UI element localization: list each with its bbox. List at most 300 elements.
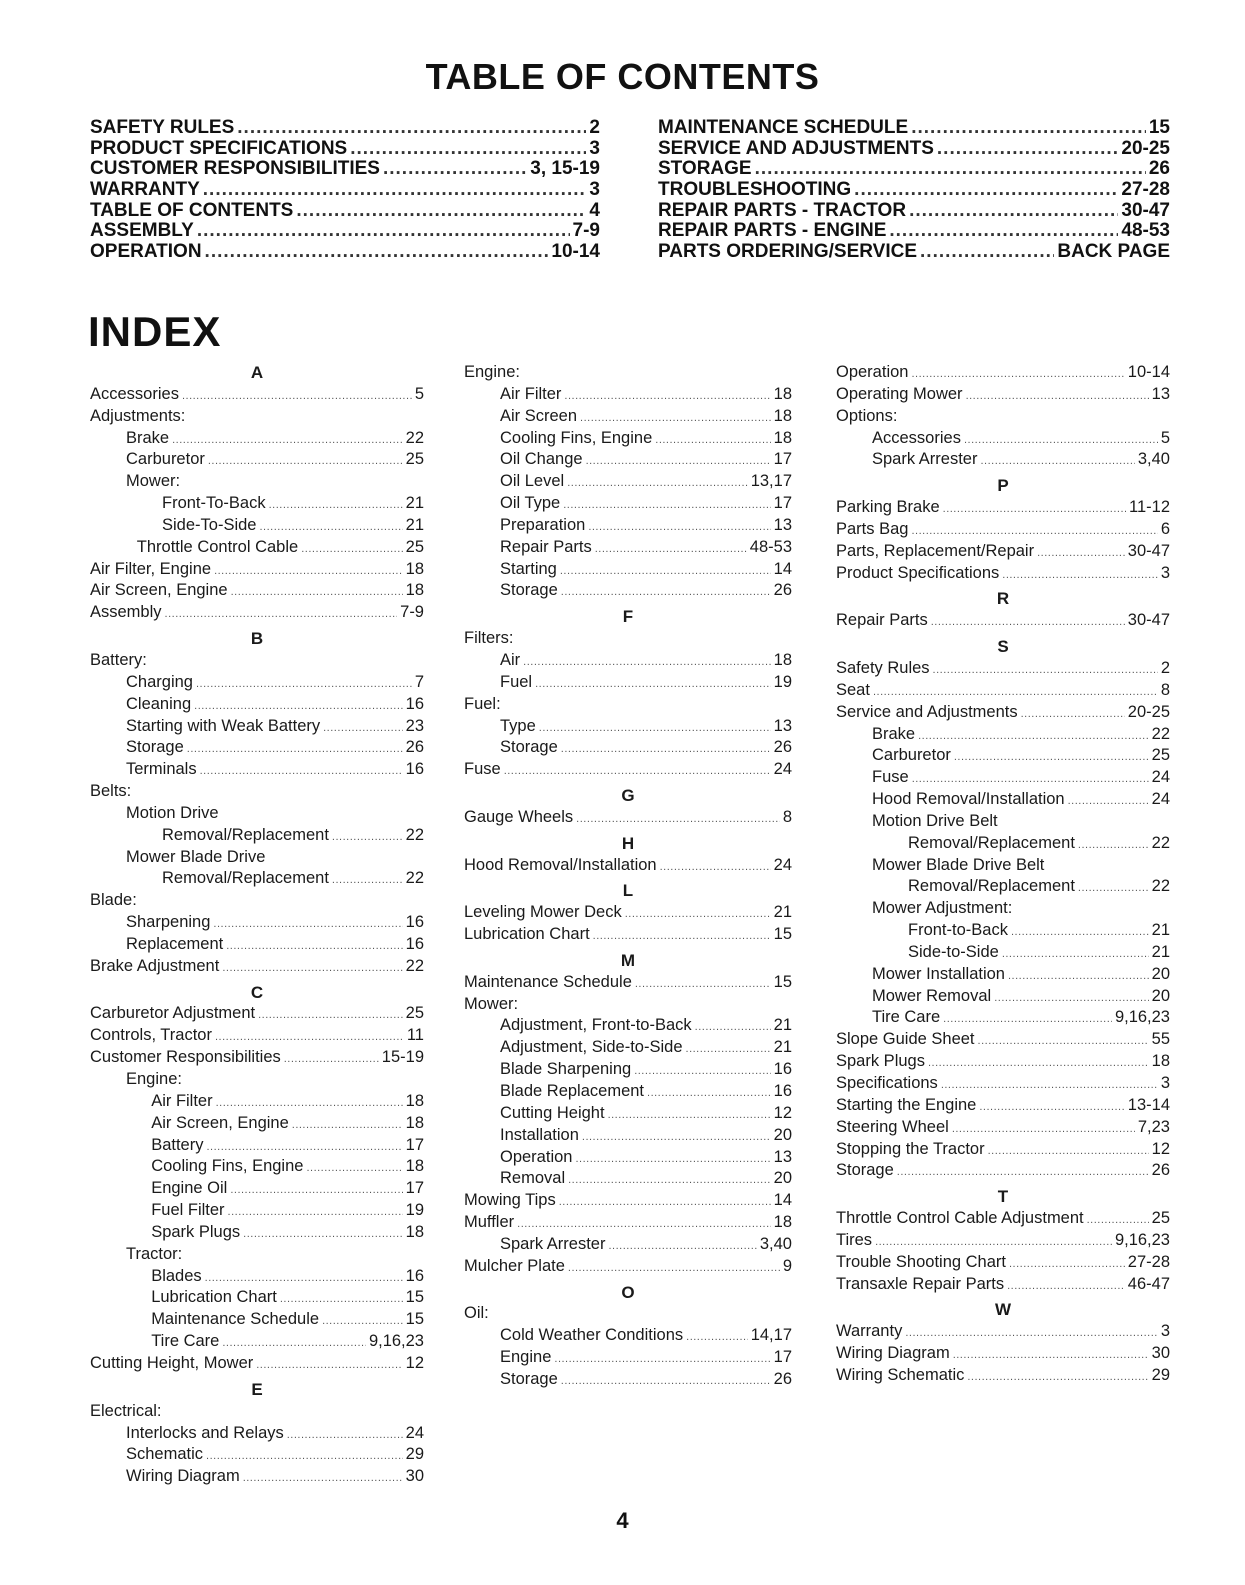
index-entry-page: 16	[405, 760, 424, 779]
dot-leader	[322, 1309, 403, 1333]
index-letter-heading	[90, 362, 424, 384]
index-entry	[90, 759, 424, 781]
index-entry-label: Installation	[500, 1125, 579, 1144]
index-entry-label: Storage	[126, 738, 184, 757]
index-entry	[836, 1365, 1170, 1387]
index-entry-label: Brake	[872, 724, 916, 743]
dot-leader	[595, 537, 747, 561]
toc-entry-label: SAFETY RULES	[90, 117, 235, 138]
index-entry	[90, 956, 424, 978]
index-entry-label: Cooling Fins, Engine	[500, 428, 653, 447]
index-entry-label: Stopping the Tractor	[836, 1139, 985, 1158]
dot-leader	[332, 868, 403, 892]
dot-leader	[194, 694, 403, 718]
index-entry-label: Oil Level	[500, 472, 565, 491]
index-entry-page: 5	[1160, 428, 1170, 447]
toc-entry	[658, 201, 1170, 222]
index-entry	[464, 537, 792, 559]
toc-entry	[658, 180, 1170, 201]
index-entry-label: Service and Adjustments	[836, 702, 1018, 721]
index-entry-page: 16	[405, 913, 424, 932]
index-entry	[836, 1230, 1170, 1252]
index-entry-page: 18	[405, 1091, 424, 1110]
index-entry-label: Interlocks and Relays	[126, 1423, 284, 1442]
index-letter-heading	[464, 880, 792, 902]
index-entry	[836, 702, 1170, 724]
index-entry-label: Removal/Replacement	[908, 877, 1075, 896]
index-entry-label: Air Screen, Engine	[90, 581, 228, 600]
index-entry	[90, 1244, 424, 1266]
toc-entry-label: STORAGE	[658, 158, 752, 180]
index-entry-label: Electrical:	[90, 1401, 162, 1420]
index-entry	[90, 602, 424, 624]
dot-leader	[576, 807, 780, 831]
index-entry-page: 18	[1151, 1052, 1170, 1071]
index-entry-label: Brake	[126, 428, 170, 447]
index-entry-label: Motion Drive Belt	[872, 811, 998, 830]
index-letter-heading	[836, 475, 1170, 497]
index-entry-label: Blade:	[90, 891, 137, 910]
index-entry	[464, 362, 792, 384]
index-entry	[836, 610, 1170, 632]
index-entry	[836, 833, 1170, 855]
dot-leader	[912, 767, 1149, 791]
dot-leader	[593, 924, 771, 948]
index-letter-heading	[836, 1299, 1170, 1321]
index-entry	[464, 1234, 792, 1256]
dot-leader	[755, 159, 1146, 180]
index-entry-page: 25	[1151, 1209, 1170, 1228]
dot-leader	[580, 406, 771, 430]
toc-entry-page: 3	[589, 179, 600, 201]
dot-leader	[875, 1230, 1112, 1254]
index-letter-heading	[464, 785, 792, 807]
index-entry	[90, 1331, 424, 1353]
dot-leader	[561, 1369, 771, 1393]
index-entry	[90, 537, 424, 559]
index-entry-label: Adjustment, Side-to-Side	[500, 1038, 683, 1057]
index-entry	[464, 1103, 792, 1125]
dot-leader	[928, 1051, 1149, 1075]
toc-entry-page: 4	[589, 199, 600, 221]
index-entry-label: Fuel	[500, 672, 533, 691]
dot-leader	[575, 1147, 770, 1171]
index-letter-heading	[836, 636, 1170, 658]
toc-entry	[90, 242, 600, 263]
index-entry	[836, 1029, 1170, 1051]
dot-leader	[206, 1135, 402, 1159]
index-entry	[836, 745, 1170, 767]
dot-leader	[954, 745, 1149, 769]
index-entry-label: Spark Arrester	[500, 1234, 606, 1253]
index-entry	[464, 737, 792, 759]
toc-entry-label: TABLE OF CONTENTS	[90, 199, 294, 221]
dot-leader	[918, 724, 1149, 748]
index-entry-page: 22	[405, 956, 424, 975]
dot-leader	[943, 497, 1126, 521]
index-letter-heading	[90, 1379, 424, 1401]
index-entry	[464, 672, 792, 694]
index-entry-label: Maintenance Schedule	[151, 1310, 320, 1329]
toc-entry-label: PRODUCT SPECIFICATIONS	[90, 137, 348, 159]
index-entry-label: Cooling Fins, Engine	[151, 1157, 304, 1176]
dot-leader	[695, 1015, 771, 1039]
index-entry-label: Storage	[500, 738, 558, 757]
index-entry-label: Carburetor	[126, 450, 205, 469]
dot-leader	[933, 658, 1158, 682]
index-entry-label: Mowing Tips	[464, 1191, 556, 1210]
dot-leader	[197, 221, 570, 242]
index-entry-page: 16	[405, 694, 424, 713]
index-entry-label: Wiring Diagram	[126, 1467, 240, 1486]
toc-entry-label: CUSTOMER RESPONSIBILITIES	[90, 158, 380, 180]
index-entry-label: Air Screen, Engine	[151, 1113, 289, 1132]
index-entry-page: 26	[1151, 1161, 1170, 1180]
index-entry-label: Spark Plugs	[151, 1222, 241, 1241]
index-entry-label: Adjustment, Front-to-Back	[500, 1016, 692, 1035]
index-letter-heading	[464, 833, 792, 855]
index-entry-label: Mower Blade Drive Belt	[872, 855, 1045, 874]
dot-leader	[228, 1200, 403, 1224]
index-entry-label: Oil Type	[500, 494, 561, 513]
index-entry	[90, 1266, 424, 1288]
dot-leader	[911, 519, 1157, 543]
index-entry	[90, 847, 424, 869]
dot-leader	[237, 118, 586, 139]
index-entry	[836, 1007, 1170, 1029]
index-entry	[90, 471, 424, 493]
index-entry-label: Lubrication Chart	[151, 1288, 277, 1307]
dot-leader	[1011, 920, 1149, 944]
dot-leader	[979, 1095, 1124, 1119]
index-entry-label: Spark Arrester	[872, 450, 978, 469]
dot-leader	[215, 1025, 404, 1049]
dot-leader	[222, 1331, 366, 1355]
dot-leader	[911, 362, 1124, 386]
toc-entry-page: 3, 15-19	[530, 158, 600, 180]
index-entry-label: Tires	[836, 1230, 873, 1249]
index-letter: M	[620, 950, 636, 970]
index-entry-label: Steering Wheel	[836, 1117, 949, 1136]
index-letter-heading	[464, 950, 792, 972]
toc-entry-page: 30-47	[1121, 199, 1170, 221]
index-entry	[90, 1309, 424, 1331]
index-entry-page: 26	[773, 738, 792, 757]
index-entry	[90, 737, 424, 759]
index-entry-label: Repair Parts	[500, 537, 592, 556]
index-entry-label: Motion Drive	[126, 803, 219, 822]
index-letter: T	[997, 1187, 1009, 1207]
index-entry	[90, 1353, 424, 1375]
index-entry-label: Operation	[500, 1147, 573, 1166]
dot-leader	[889, 221, 1118, 242]
index-entry	[90, 1091, 424, 1113]
toc-entry	[90, 221, 600, 242]
index-entry	[464, 1212, 792, 1234]
index-entry-label: Charging	[126, 672, 193, 691]
dot-leader	[332, 825, 403, 849]
index-entry-page: 24	[405, 1423, 424, 1442]
index-entry-label: Mower Blade Drive	[126, 847, 266, 866]
index-entry-label: Air Filter	[500, 384, 562, 403]
index-entry	[90, 781, 424, 803]
index-entry-label: Engine:	[126, 1070, 182, 1088]
index-entry-label: Parts Bag	[836, 519, 909, 538]
index-entry-page: 15	[405, 1310, 424, 1329]
index-entry	[90, 825, 424, 847]
index-entry	[464, 559, 792, 581]
index-entry-page: 14,17	[750, 1326, 792, 1345]
index-entry-page: 18	[773, 1213, 792, 1232]
index-entry	[90, 384, 424, 406]
dot-leader	[323, 716, 403, 740]
index-entry	[90, 493, 424, 515]
index-entry-page: 6	[1160, 519, 1170, 538]
index-entry-page: 18	[773, 406, 792, 425]
index-entry	[464, 1037, 792, 1059]
index-entry-label: Warranty	[836, 1322, 903, 1341]
dot-leader	[165, 602, 398, 626]
index-entry-label: Starting the Engine	[836, 1095, 977, 1114]
index-entry	[464, 1147, 792, 1169]
toc-entry-page: 15	[1148, 117, 1170, 138]
index-entry-label: Throttle Control Cable Adjustment	[836, 1209, 1084, 1228]
index-entry	[90, 1178, 424, 1200]
index-entry-page: 18	[773, 384, 792, 403]
index-entry	[836, 1343, 1170, 1365]
dot-leader	[988, 1139, 1149, 1163]
index-letter: C	[250, 982, 264, 1002]
dot-leader	[943, 1007, 1112, 1031]
index-entry-label: Mower Removal	[872, 986, 992, 1005]
dot-leader	[539, 716, 771, 740]
dot-leader	[937, 139, 1119, 160]
index-entry-page: 3	[1160, 1322, 1170, 1341]
index-entry	[464, 650, 792, 672]
index-entry	[90, 1135, 424, 1157]
index-entry	[836, 497, 1170, 519]
dot-leader	[966, 384, 1149, 408]
index-entry	[464, 1369, 792, 1391]
index-letter: P	[997, 476, 1009, 496]
index-entry-page: 21	[405, 515, 424, 534]
index-entry-label: Seat	[836, 680, 870, 699]
dot-leader	[216, 1091, 403, 1115]
dot-leader	[187, 737, 403, 761]
index-entry	[836, 1117, 1170, 1139]
dot-leader	[243, 1222, 402, 1246]
dot-leader	[911, 118, 1146, 139]
index-entry	[464, 924, 792, 946]
index-entry	[836, 1274, 1170, 1296]
dot-leader	[1008, 964, 1149, 988]
index-entry-page: 17	[773, 1348, 792, 1367]
index-entry	[90, 672, 424, 694]
index-entry-label: Customer Responsibilities	[90, 1048, 281, 1067]
index-entry-page: 13	[1151, 384, 1170, 403]
index-letter: O	[621, 1282, 635, 1302]
index-entry-label: Accessories	[872, 428, 961, 447]
dot-leader	[941, 1073, 1158, 1097]
index-entry-page: 27-28	[1127, 1252, 1170, 1271]
index-entry-page: 5	[414, 384, 424, 403]
dot-leader	[660, 855, 771, 879]
dot-leader	[561, 737, 771, 761]
index-entry-page: 18	[405, 1157, 424, 1176]
index-entry-label: Cleaning	[126, 694, 192, 713]
dot-leader	[269, 493, 403, 517]
index-entry	[464, 855, 792, 877]
index-entry-page: 24	[1151, 768, 1170, 787]
index-entry-label: Cutting Height	[500, 1103, 605, 1122]
index-letter: L	[622, 881, 634, 901]
index-entry	[90, 803, 424, 825]
index-entry	[464, 902, 792, 924]
index-entry-page: 13-14	[1127, 1095, 1170, 1114]
index-entry	[464, 449, 792, 471]
toc-entry	[90, 159, 600, 180]
dot-leader	[214, 559, 403, 583]
index-entry-label: Product Specifications	[836, 563, 1000, 582]
index-entry	[90, 428, 424, 450]
index-entry-label: Air Filter	[151, 1091, 213, 1110]
index-entry-label: Battery	[151, 1135, 204, 1154]
index-entry	[836, 811, 1170, 833]
dot-leader	[504, 759, 771, 783]
toc-entry-label: REPAIR PARTS - ENGINE	[658, 220, 887, 242]
index-entry	[90, 1401, 424, 1423]
index-entry-label: Parking Brake	[836, 498, 940, 517]
toc-entry-label: OPERATION	[90, 241, 202, 263]
dot-leader	[256, 1353, 402, 1377]
index-letter: B	[250, 629, 264, 649]
toc-entry-page: 27-28	[1121, 179, 1170, 201]
index-entry-label: Fuel Filter	[151, 1201, 225, 1220]
dot-leader	[206, 1444, 403, 1468]
index-letter: E	[251, 1379, 263, 1399]
index-entry-page: 18	[405, 581, 424, 600]
toc-title: TABLE OF CONTENTS	[425, 56, 820, 97]
index-entry-page: 21	[773, 1016, 792, 1035]
index-entry-page: 17	[405, 1135, 424, 1154]
index-entry-label: Brake Adjustment	[90, 956, 220, 975]
index-entry	[464, 471, 792, 493]
dot-leader	[634, 1059, 770, 1083]
dot-leader	[980, 449, 1134, 473]
index-entry-label: Removal/Replacement	[908, 833, 1075, 852]
index-entry-label: Mower Adjustment:	[872, 899, 1013, 918]
toc-entry-label: MAINTENANCE SCHEDULE	[658, 117, 909, 138]
index-entry-label: Tractor:	[126, 1244, 183, 1263]
index-entry-page: 21	[1151, 921, 1170, 940]
index-entry-label: Operation	[836, 363, 909, 381]
index-entry-page: 14	[773, 559, 792, 578]
index-entry-page: 2	[1160, 658, 1170, 677]
index-entry-page: 3	[1160, 563, 1170, 582]
dot-leader	[258, 1003, 403, 1027]
index-entry-page: 22	[1151, 724, 1170, 743]
index-entry	[90, 580, 424, 602]
index-entry	[836, 428, 1170, 450]
toc-entry-page: 48-53	[1121, 220, 1170, 242]
index-entry	[836, 563, 1170, 585]
index-entry	[836, 384, 1170, 406]
index-entry-label: Storage	[836, 1161, 894, 1180]
index-entry	[464, 1015, 792, 1037]
index-letter-heading	[836, 588, 1170, 610]
toc-entry	[658, 242, 1170, 263]
index-entry-page: 26	[773, 1369, 792, 1388]
dot-leader	[905, 1321, 1157, 1345]
index-entry	[464, 694, 792, 716]
index-entry-page: 14	[773, 1191, 792, 1210]
index-entry	[836, 449, 1170, 471]
dot-leader	[635, 972, 771, 996]
index-entry-page: 16	[773, 1060, 792, 1079]
index-entry	[90, 650, 424, 672]
index-entry	[90, 559, 424, 581]
dot-leader	[1068, 789, 1149, 813]
index-entry-label: Accessories	[90, 384, 179, 403]
index-entry-page: 7,23	[1137, 1117, 1170, 1136]
index-entry-page: 15-19	[381, 1048, 424, 1067]
index-entry-page: 25	[405, 1004, 424, 1023]
index-entry	[90, 1069, 424, 1091]
dot-leader	[292, 1113, 403, 1137]
index-entry-label: Lubrication Chart	[464, 925, 590, 944]
index-entry-label: Wiring Schematic	[836, 1365, 965, 1384]
index-entry-label: Safety Rules	[836, 658, 930, 677]
index-entry-page: 12	[1151, 1139, 1170, 1158]
index-letter: G	[621, 786, 635, 806]
dot-leader	[588, 515, 770, 539]
index-entry	[836, 1095, 1170, 1117]
index-entry	[90, 912, 424, 934]
dot-leader	[967, 1365, 1148, 1389]
index-letter: H	[621, 833, 635, 853]
dot-leader	[200, 759, 403, 783]
index-entry-label: Blades	[151, 1266, 202, 1285]
dot-leader	[301, 537, 402, 561]
toc-entry	[90, 139, 600, 160]
dot-leader	[284, 1047, 379, 1071]
index-entry-label: Operating Mower	[836, 384, 963, 403]
index-entry-page: 24	[773, 855, 792, 874]
dot-leader	[563, 493, 770, 517]
dot-leader	[1021, 702, 1125, 726]
dot-leader	[1078, 833, 1149, 857]
index-letter: R	[996, 589, 1010, 609]
index-entry-label: Air	[500, 650, 521, 669]
index-entry-label: Gauge Wheels	[464, 807, 574, 826]
index-entry-label: Sharpening	[126, 913, 211, 932]
index-title: INDEX	[88, 308, 222, 355]
dot-leader	[608, 1103, 771, 1127]
index-entry-page: 3	[1160, 1074, 1170, 1092]
index-entry-page: 15	[773, 925, 792, 944]
index-entry-page: 9,16,23	[1114, 1008, 1170, 1027]
toc-entry-page: 20-25	[1121, 137, 1170, 159]
index-entry	[90, 868, 424, 890]
dot-leader	[259, 515, 402, 539]
index-entry-page: 20-25	[1127, 702, 1170, 721]
dot-leader	[517, 1212, 771, 1236]
toc-entry	[658, 118, 1170, 139]
index-entry	[464, 580, 792, 602]
dot-leader	[226, 934, 402, 958]
index-entry-label: Air Filter, Engine	[90, 559, 212, 578]
toc-entry	[90, 118, 600, 139]
